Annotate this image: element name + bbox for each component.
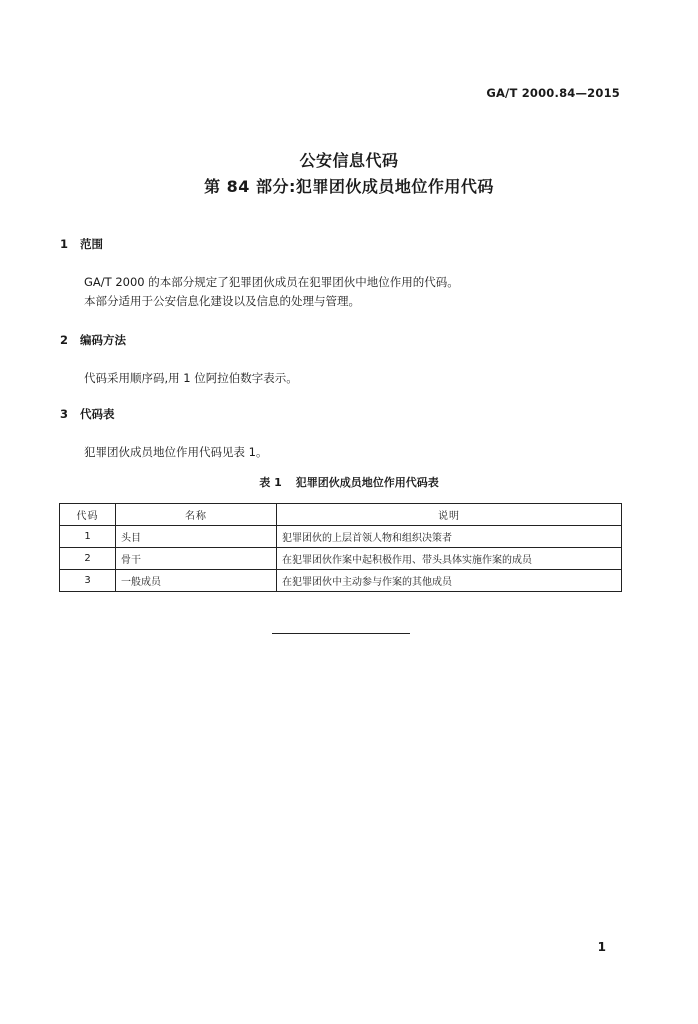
section-number: 2 [60, 333, 69, 347]
document-title-line-1: 公安信息代码 [299, 151, 399, 170]
table-caption-title: 犯罪团伙成员地位作用代码表 [295, 476, 439, 489]
cell-code: 3 [60, 570, 116, 592]
section-heading-code-table [60, 406, 115, 422]
cell-name: 骨干 [116, 548, 277, 570]
section-paragraph: GA/T 2000 的本部分规定了犯罪团伙成员在犯罪团伙中地位作用的代码。 [84, 275, 459, 289]
table-header-row [60, 504, 622, 526]
header-name: 名称 [116, 504, 277, 526]
table-caption [0, 474, 698, 490]
cell-description: 在犯罪团伙中主动参与作案的其他成员 [277, 570, 622, 592]
section-paragraph: 犯罪团伙成员地位作用代码见表 1。 [84, 445, 268, 459]
end-of-standard-rule [272, 633, 410, 634]
cell-name: 头目 [116, 526, 277, 548]
section-number: 3 [60, 407, 69, 421]
section-heading-coding-method [60, 332, 126, 348]
header-description: 说明 [277, 504, 622, 526]
section-paragraph: 代码采用顺序码,用 1 位阿拉伯数字表示。 [84, 371, 298, 385]
code-table [59, 503, 622, 592]
section-number: 1 [60, 237, 69, 251]
cell-description: 犯罪团伙的上层首领人物和组织决策者 [277, 526, 622, 548]
standard-code: GA/T 2000.84—2015 [486, 86, 620, 100]
page-number: 1 [597, 940, 606, 954]
document-title-line-2: 第 84 部分:犯罪团伙成员地位作用代码 [204, 177, 494, 196]
table-caption-label: 表 1 [259, 476, 282, 489]
cell-description: 在犯罪团伙作案中起积极作用、带头具体实施作案的成员 [277, 548, 622, 570]
section-title: 代码表 [80, 407, 115, 421]
section-paragraph: 本部分适用于公安信息化建设以及信息的处理与管理。 [84, 294, 360, 308]
section-title: 编码方法 [80, 333, 126, 347]
cell-name: 一般成员 [116, 570, 277, 592]
table-row [60, 548, 622, 570]
header-code: 代码 [60, 504, 116, 526]
table-row [60, 570, 622, 592]
table-row [60, 526, 622, 548]
cell-code: 2 [60, 548, 116, 570]
section-title: 范围 [80, 237, 103, 251]
cell-code: 1 [60, 526, 116, 548]
section-heading-scope [60, 236, 103, 252]
